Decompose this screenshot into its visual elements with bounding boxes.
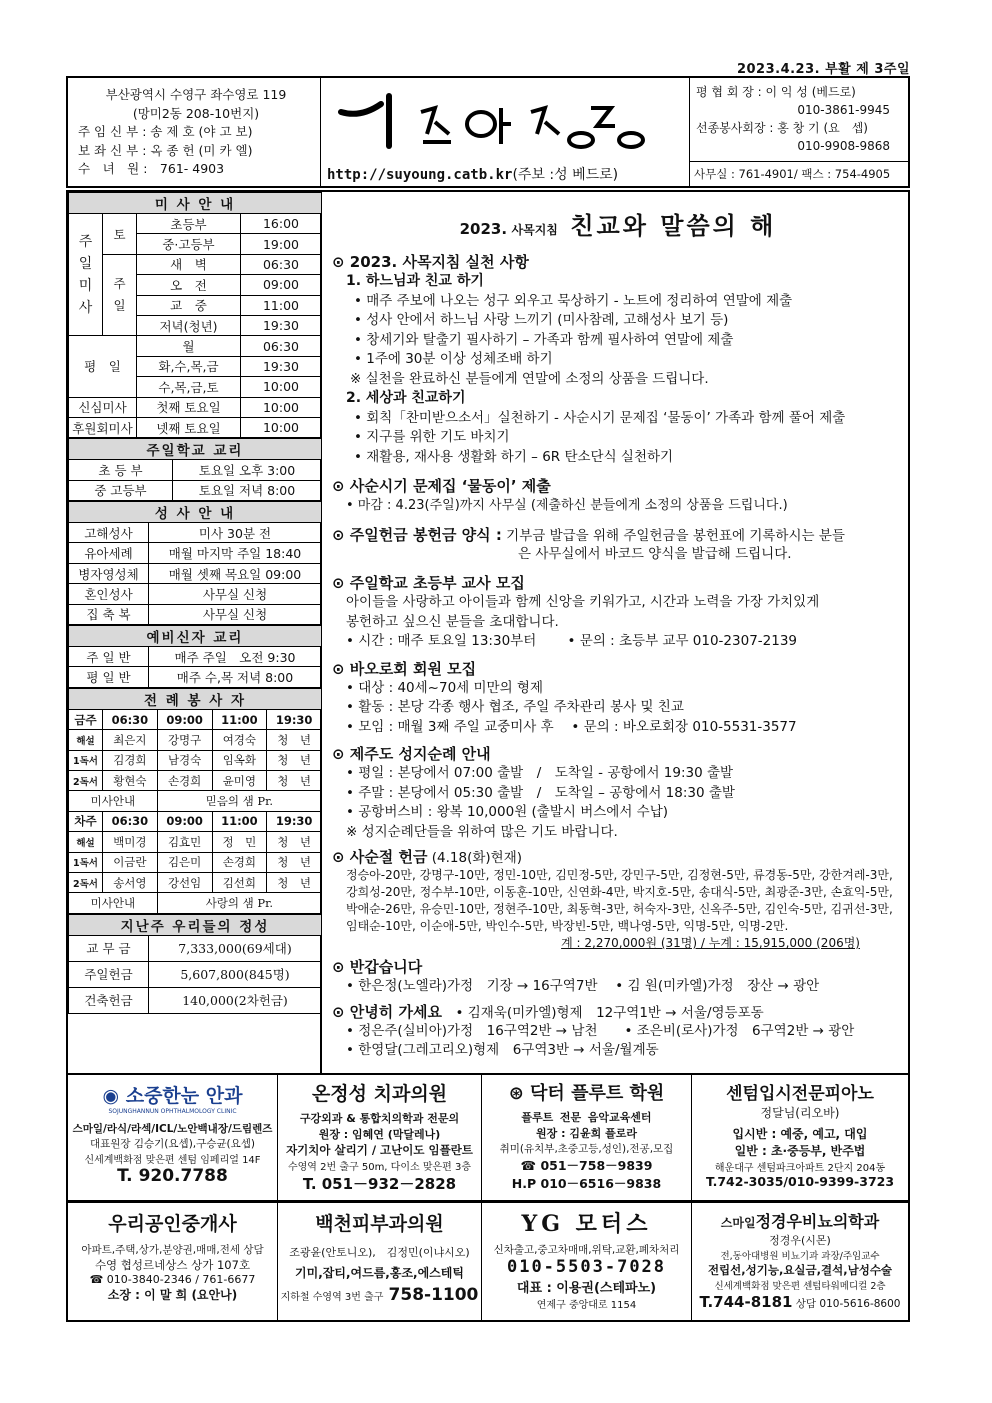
ad-line: 해운대구 센텀파크아파트 2단지 204동 xyxy=(714,1163,886,1174)
server-name: 윤미영 xyxy=(212,770,267,790)
server-name: 남경숙 xyxy=(157,750,212,770)
mass-time: 10:00 xyxy=(241,397,322,417)
ad-dental xyxy=(278,1075,482,1200)
bullet: • 대상 : 40세~70세 미만의 형제 xyxy=(346,679,544,696)
issue-date: 2023.4.23. 부활 제 3주일 xyxy=(736,62,910,77)
ad-name: 정경우비뇨의학과 xyxy=(755,1212,880,1231)
ad-line: 대표 : 이용권(스테파노) xyxy=(516,1281,657,1296)
donor-line: 임태순-10만, 이순애-5만, 박인수-5만, 박장빈-5만, 백나영-5만, 익명-5만, 익명-2만. xyxy=(346,919,789,933)
section-title: ⊙ 주일학교 초등부 교사 모집 xyxy=(332,574,525,592)
eye-logo-icon: ◉ xyxy=(102,1085,126,1107)
ad-line: 플루트 전문 음악교육센터 xyxy=(521,1111,652,1124)
ad-phone: T. 051－932－2828 xyxy=(302,1175,457,1193)
offering-title: 지난주 우리들의 정성 xyxy=(69,914,322,935)
mass-time: 19:30 xyxy=(241,356,322,376)
ad-phone: ☎ 051－758－9839 xyxy=(520,1158,653,1173)
mass-time: 19:00 xyxy=(241,234,322,254)
ad-line: 신차출고,중고차매매,위탁,교환,폐차처리 xyxy=(493,1244,680,1256)
suyoung-logo-icon xyxy=(331,90,651,160)
server-name: 청 년 xyxy=(267,832,322,852)
bullet: • 평일 : 본당에서 07:00 출발 / 도착일 - 공항에서 19:30 출발 xyxy=(346,765,734,781)
class-name: 주 일 반 xyxy=(69,647,149,667)
mass-name: 후원회미사 xyxy=(69,417,137,437)
school-time: 토요일 저녁 8:00 xyxy=(173,480,322,500)
year-theme xyxy=(332,206,904,241)
ad-name: 온정성 치과의원 xyxy=(311,1083,448,1105)
parish-logo xyxy=(321,78,689,186)
section-date: (4.18(화)현재) xyxy=(427,850,523,866)
catechumen-table xyxy=(68,625,322,688)
ad-dermatology xyxy=(278,1203,482,1320)
mass-title: 미 사 안 내 xyxy=(69,193,322,214)
sacrament-name: 집 축 복 xyxy=(69,604,149,624)
server-name: 최은지 xyxy=(103,730,158,750)
ad-name: 우리공인중개사 xyxy=(108,1213,237,1235)
ad-name: 소중한눈 안과 xyxy=(125,1085,243,1107)
president-phone: 010-3861-9945 xyxy=(797,103,890,117)
notice-group: 사랑의 샘 Pr. xyxy=(157,893,321,913)
school-grade: 중 고등부 xyxy=(69,480,173,500)
subsection-title: 1. 하느님과 친교 하기 xyxy=(346,273,484,289)
mass-day: 넷째 토요일 xyxy=(137,417,241,437)
ad-line: 아파트,주택,상가,분양권,매매,전세 상담 xyxy=(81,1244,264,1256)
school-grade: 초 등 부 xyxy=(69,460,173,480)
announcements xyxy=(324,192,910,1073)
bullet: • 성사 안에서 하느님 사랑 느끼기 (미사참례, 고해성사 보기 등) xyxy=(354,312,729,328)
ad-line: 입시반 : 예중, 예고, 대입 xyxy=(732,1127,868,1141)
offering-amount: 5,607,800(845명) xyxy=(149,961,322,987)
ad-line: 정경우(시몬) xyxy=(769,1234,831,1247)
ad-line: 수영 협성르네상스 상가 107호 xyxy=(94,1258,251,1272)
section-title: ⊙ 바오로회 회원 모집 xyxy=(332,659,477,678)
server-name: 김선희 xyxy=(212,872,267,892)
catechumen-title: 예비신자 교리 xyxy=(69,626,322,647)
section-text: 봉헌하고 싶으신 분들을 초대합니다. xyxy=(346,613,559,630)
mass-name: 새 벽 xyxy=(137,254,241,274)
server-name: 청 년 xyxy=(267,770,322,790)
volunteer-head: 선종봉사회장 : 홍 창 기 (요 셉) xyxy=(696,121,868,135)
parish-address xyxy=(68,78,321,186)
ad-phone: H.P 010－6516－9838 xyxy=(511,1176,662,1191)
ad-line: 소장 : 이 말 희 (요안나) xyxy=(107,1288,238,1302)
notice-label: 미사안내 xyxy=(69,791,158,811)
ad-line: 연제구 중앙대로 1154 xyxy=(536,1300,637,1311)
class-time: 매주 주일 오전 9:30 xyxy=(149,647,322,667)
server-name: 임옥화 xyxy=(212,750,267,770)
ad-subtitle: SOJUNGHANNUN OPHTHALMOLOGY CLINIC xyxy=(108,1108,237,1115)
school-title: 주일학교 교리 xyxy=(69,439,322,460)
ad-phone: T.742-3035/010-9399-3723 xyxy=(705,1174,895,1189)
mass-name: 수,목,금,토 xyxy=(137,377,241,397)
server-name: 이금란 xyxy=(103,852,158,872)
time-col: 06:30 xyxy=(103,811,158,831)
section-title: ⊙ 사순시기 문제집 ‘물동이’ 제출 xyxy=(332,477,551,495)
ad-line: 전립선,성기능,요실금,결석,남성수술 xyxy=(707,1263,893,1277)
saturday-label: 토 xyxy=(103,214,137,255)
section-title: ⊙ 제주도 성지순례 안내 xyxy=(332,745,491,763)
mass-time: 10:00 xyxy=(241,377,322,397)
ad-name: 센텀입시전문피아노 xyxy=(726,1084,874,1104)
mass-day: 첫째 토요일 xyxy=(137,397,241,417)
offering-type: 주일헌금 xyxy=(69,961,149,987)
ad-line: 자기치아 살리기 / 고난이도 임플란트 xyxy=(286,1143,473,1157)
website-url[interactable]: http://suyoung.catb.kr xyxy=(327,167,513,183)
bullet: • 활동 : 본당 각종 행사 협조, 주일 주차관리 봉사 및 친교 xyxy=(346,699,684,715)
bullet: • 한영달(그레고리오)형제 6구역3반 → 서울/월계동 xyxy=(346,1042,659,1058)
server-name: 청 년 xyxy=(267,750,322,770)
donor-line: 정승아-20만, 강명구-10만, 정민-10만, 김민정-5만, 강민구-5만, 김정현-5만, 류경동-5만, 강한겨레-3만, xyxy=(346,868,893,882)
mass-name: 교 중 xyxy=(137,295,241,315)
section-title: ⊙ 반갑습니다 xyxy=(332,958,423,976)
role: 2독서 xyxy=(69,872,103,892)
server-name: 손경희 xyxy=(212,852,267,872)
time-col: 11:00 xyxy=(212,709,267,729)
notice-label: 미사안내 xyxy=(69,893,158,913)
mass-name: 월 xyxy=(137,336,241,356)
ad-line: 정달님(리오바) xyxy=(760,1106,840,1120)
parish-website[interactable] xyxy=(327,164,618,184)
ad-phone: 758-1100 xyxy=(388,1285,479,1305)
mass-name: 화,수,목,금 xyxy=(137,356,241,376)
sacrament-table xyxy=(68,501,322,625)
class-time: 매주 수,목 저녁 8:00 xyxy=(149,667,322,687)
section-title: ⊙ 2023. 사목지침 실천 사항 xyxy=(332,253,529,271)
ad-piano xyxy=(692,1075,908,1200)
mass-name: 중·고등부 xyxy=(137,234,241,254)
ad-line: 취미(유치부,초중고등,성인),전공,모집 xyxy=(499,1143,674,1155)
server-name: 김경희 xyxy=(103,750,158,770)
ad-phone: ☎ 010-3840-2346 / 761-6677 xyxy=(89,1273,256,1286)
sacrament-info: 사무실 신청 xyxy=(149,584,322,604)
ad-eye-clinic xyxy=(68,1075,278,1200)
ad-line: 스마일/라식/라섹/ICL/노안백내장/드림렌즈 xyxy=(72,1123,273,1135)
main-content xyxy=(66,190,910,1075)
sacrament-name: 병자영성체 xyxy=(69,563,149,583)
ad-phone: T.744-8181 xyxy=(699,1293,793,1311)
ad-line: 구강외과 & 통합치의학과 전문의 xyxy=(299,1112,460,1125)
school-time: 토요일 오후 3:00 xyxy=(173,460,322,480)
bullet: • 회칙「찬미받으소서」실천하기 - 사순시기 문제집 ‘물동이’ 가족과 함께 풀어 제출 xyxy=(354,409,846,426)
ad-line: 지하철 수영역 3번 출구 xyxy=(280,1292,384,1303)
server-name: 김은미 xyxy=(157,852,212,872)
ad-motors xyxy=(482,1203,692,1320)
ad-line: 원장 : 김윤희 플로라 xyxy=(536,1127,637,1140)
server-name: 백미경 xyxy=(103,832,158,852)
school-table xyxy=(68,438,322,501)
mass-name: 신심미사 xyxy=(69,397,137,417)
section-text: 은 사무실에서 바코드 양식을 발급해 드립니다. xyxy=(518,545,792,562)
ad-line: 일반 : 초·중등부, 반주법 xyxy=(734,1144,866,1158)
ad-phone: 상담 010-5616-8600 xyxy=(792,1298,901,1310)
offering-amount: 7,333,000(69세대) xyxy=(149,935,322,961)
council-president: 평 협 회 장 : 이 익 성 (베드로) xyxy=(696,85,856,99)
ad-line: 원장 : 임혜연 (막달레나) xyxy=(318,1128,441,1141)
servers-table xyxy=(68,688,322,914)
sacrament-info: 매월 마지막 주일 18:40 xyxy=(149,543,322,563)
server-name: 송서영 xyxy=(103,872,158,892)
ad-line: 기미,잡티,여드름,홍조,에스테틱 xyxy=(295,1266,464,1280)
server-name: 청 년 xyxy=(267,872,322,892)
week-label: 차주 xyxy=(69,811,103,831)
bullet: • 재활용, 재사용 생활화 하기 – 6R 탄소단식 실천하기 xyxy=(354,448,674,465)
ad-name: 닥터 플루트 학원 xyxy=(530,1083,665,1104)
time-col: 09:00 xyxy=(157,811,212,831)
address-line: (망미2동 208-10번지) xyxy=(132,105,260,121)
sunday-mass-label: 주 일 미 사 xyxy=(69,214,103,336)
ad-title xyxy=(68,1081,277,1108)
sacrament-title: 성 사 안 내 xyxy=(69,502,322,523)
server-name: 여경숙 xyxy=(212,730,267,750)
mass-time: 10:00 xyxy=(241,417,322,437)
server-name: 청 년 xyxy=(267,852,322,872)
server-name: 강명구 xyxy=(157,730,212,750)
section-title: ⊙ 사순절 헌금 xyxy=(332,848,428,866)
server-name: 김효민 xyxy=(157,832,212,852)
section-text: 아이들을 사랑하고 아이들과 함께 신앙을 키워가고, 시간과 노력을 가장 가치있게 xyxy=(346,594,820,610)
bullet: • 김재욱(미카엘)형제 12구역1반 → 서울/영등포동 xyxy=(441,1004,764,1021)
note: ※ 성지순례단들을 위하여 많은 기도 바랍니다. xyxy=(346,823,618,840)
ad-phone: 010-5503-7028 xyxy=(506,1257,667,1277)
mass-time: 16:00 xyxy=(241,214,322,234)
section-title: ⊙ 주일헌금 봉헌금 양식 : xyxy=(332,525,502,544)
bullet: • 마감 : 4.23(주일)까지 사무실 (제출하신 분들에게 소정의 상품을 드립니다.) xyxy=(346,498,788,513)
weekday-label: 평 일 xyxy=(69,336,137,397)
sacrament-info: 사무실 신청 xyxy=(149,604,322,624)
bullet: • 모임 : 매월 3째 주일 교중미사 후 • 문의 : 바오로회장 010-5531-3577 xyxy=(346,718,797,735)
mass-time: 06:30 xyxy=(241,336,322,356)
office-contact: 사무실 : 761-4901/ 팩스 : 754-4905 xyxy=(690,161,908,186)
sacrament-info: 미사 30분 전 xyxy=(149,523,322,543)
sacrament-name: 고해성사 xyxy=(69,523,149,543)
mass-name: 오 전 xyxy=(137,275,241,295)
schedule-column xyxy=(68,192,322,1073)
time-col: 19:30 xyxy=(267,811,322,831)
role: 해설 xyxy=(69,730,103,750)
week-label: 금주 xyxy=(69,709,103,729)
bullet: • 주말 : 본당에서 05:30 출발 / 도착일 – 공항에서 18:30 출발 xyxy=(346,784,735,801)
bullet: • 지구를 위한 기도 바치기 xyxy=(354,429,510,445)
sacrament-name: 유아세례 xyxy=(69,543,149,563)
ad-line: 신세계백화점 맞은편 센텀 임페리얼 14F xyxy=(84,1155,261,1166)
sunday-label: 주 일 xyxy=(103,254,137,336)
mass-time: 11:00 xyxy=(241,295,322,315)
ad-realtor xyxy=(68,1203,278,1320)
volunteer-phone: 010-9908-9868 xyxy=(797,139,890,153)
ad-name: YG 모터스 xyxy=(521,1211,652,1237)
bullet: • 한은정(노엘라)가정 기장 → 16구역7반 • 김 원(미카엘)가정 장산 → 광안 xyxy=(346,978,820,994)
note: ※ 실천을 완료하신 분들에게 연말에 소정의 상품을 드립니다. xyxy=(350,370,709,387)
time-col: 09:00 xyxy=(157,709,212,729)
ads-row-2 xyxy=(66,1202,910,1322)
offering-table xyxy=(68,914,322,1014)
donation-total: 계 : 2,270,000원 (31명) / 누계 : 15,915,000 (206명) xyxy=(561,936,860,950)
pastor: 주 임 신 부 : 송 제 호 (야 고 보) xyxy=(78,124,253,139)
offering-type: 건축헌금 xyxy=(69,987,149,1013)
mass-time: 06:30 xyxy=(241,254,322,274)
server-name: 정 민 xyxy=(212,832,267,852)
ad-phone: T. 920.7788 xyxy=(117,1166,228,1186)
theme-year: 2023. xyxy=(459,220,508,238)
server-name: 황현숙 xyxy=(103,770,158,790)
role: 1독서 xyxy=(69,750,103,770)
ad-title xyxy=(482,1079,691,1105)
server-name: 청 년 xyxy=(267,730,322,750)
server-name: 손경희 xyxy=(157,770,212,790)
time-col: 19:30 xyxy=(267,709,322,729)
offering-amount: 140,000(2차헌금) xyxy=(149,987,322,1013)
role: 2독서 xyxy=(69,770,103,790)
ad-prefix: 스마일 xyxy=(720,1216,756,1230)
donor-line: 강희성-20만, 정수부-10만, 이동훈-10만, 신연화-4만, 박지호-5만, 송대식-5만, 최광준-3만, 손효익-5만, xyxy=(346,885,893,899)
sacrament-name: 혼인성사 xyxy=(69,584,149,604)
theme-title: 친교와 말씀의 해 xyxy=(570,212,777,240)
offering-type: 교 무 금 xyxy=(69,935,149,961)
sacrament-info: 매월 셋째 목요일 09:00 xyxy=(149,563,322,583)
mass-name: 저녁(청년) xyxy=(137,315,241,335)
servers-title: 전 례 봉 사 자 xyxy=(69,688,322,709)
bullet: • 시간 : 매주 토요일 13:30부터 • 문의 : 초등부 교무 010-2307-2139 xyxy=(346,633,798,649)
ad-line: 수영역 2번 출구 50m, 다이소 맞은편 3층 xyxy=(287,1162,472,1173)
ads-row-1 xyxy=(66,1075,910,1202)
section-title: ⊙ 안녕히 가세요 xyxy=(332,1002,442,1021)
subsection-title: 2. 세상과 친교하기 xyxy=(346,390,466,406)
server-name: 강선임 xyxy=(157,872,212,892)
mass-table xyxy=(68,192,322,438)
bullet: • 창세기와 탈출기 필사하기 – 가족과 함께 필사하여 연말에 제출 xyxy=(354,331,734,348)
ad-line: 대표원장 김승기(요셉),구승균(요셉) xyxy=(89,1138,256,1150)
ad-line: 신세계백화점 맞은편 센텀타워메디컬 2층 xyxy=(714,1281,886,1292)
bullet: • 정은주(실비아)가정 16구역2반 → 남천 • 조은비(로사)가정 6구역2반 → 광안 xyxy=(346,1022,855,1039)
section-text: 기부금 발급을 위해 주일헌금을 봉헌표에 기록하시는 분들 xyxy=(501,527,845,544)
address-line: 부산광역시 수영구 좌수영로 119 xyxy=(105,87,287,102)
ad-name: 백천피부과의원 xyxy=(315,1213,444,1235)
mass-time: 19:30 xyxy=(241,315,322,335)
ad-urology xyxy=(692,1203,908,1320)
flute-logo-icon: ⊛ xyxy=(508,1083,531,1104)
header xyxy=(66,76,910,188)
class-name: 평 일 반 xyxy=(69,667,149,687)
bullet: • 공항버스비 : 왕복 10,000원 (출발시 버스에서 수납) xyxy=(346,804,669,820)
bullet: • 매주 주보에 나오는 성구 외우고 묵상하기 - 노트에 정리하여 연말에 제출 xyxy=(354,292,793,309)
mass-name: 초등부 xyxy=(137,214,241,234)
mass-time: 09:00 xyxy=(241,275,322,295)
time-col: 06:30 xyxy=(103,709,158,729)
time-col: 11:00 xyxy=(212,811,267,831)
ad-line: 조광윤(안토니오), 김정민(이냐시오) xyxy=(289,1246,470,1259)
council-info xyxy=(689,78,908,186)
notice-group: 믿음의 샘 Pr. xyxy=(157,791,321,811)
role: 해설 xyxy=(69,832,103,852)
assistant-priest: 보 좌 신 부 : 옥 종 헌 (미 카 엘) xyxy=(78,142,253,158)
theme-subtitle: 사목지침 xyxy=(511,223,558,237)
bullet: • 1주에 30분 이상 성체조배 하기 xyxy=(354,351,553,367)
ad-flute-academy xyxy=(482,1075,692,1200)
role: 1독서 xyxy=(69,852,103,872)
bulletin-editor: (주보 :성 베드로) xyxy=(512,167,619,183)
convent: 수 녀 원 : 761- 4903 xyxy=(78,161,225,176)
ad-line: 전,동아대병원 비뇨기과 과장/주임교수 xyxy=(720,1251,880,1262)
donor-line: 박애순-26만, 유승민-10만, 정현주-10만, 최동혁-3만, 허숙자-3만, 신옥주-5만, 김인숙-5만, 김귀선-3만, xyxy=(346,902,893,916)
